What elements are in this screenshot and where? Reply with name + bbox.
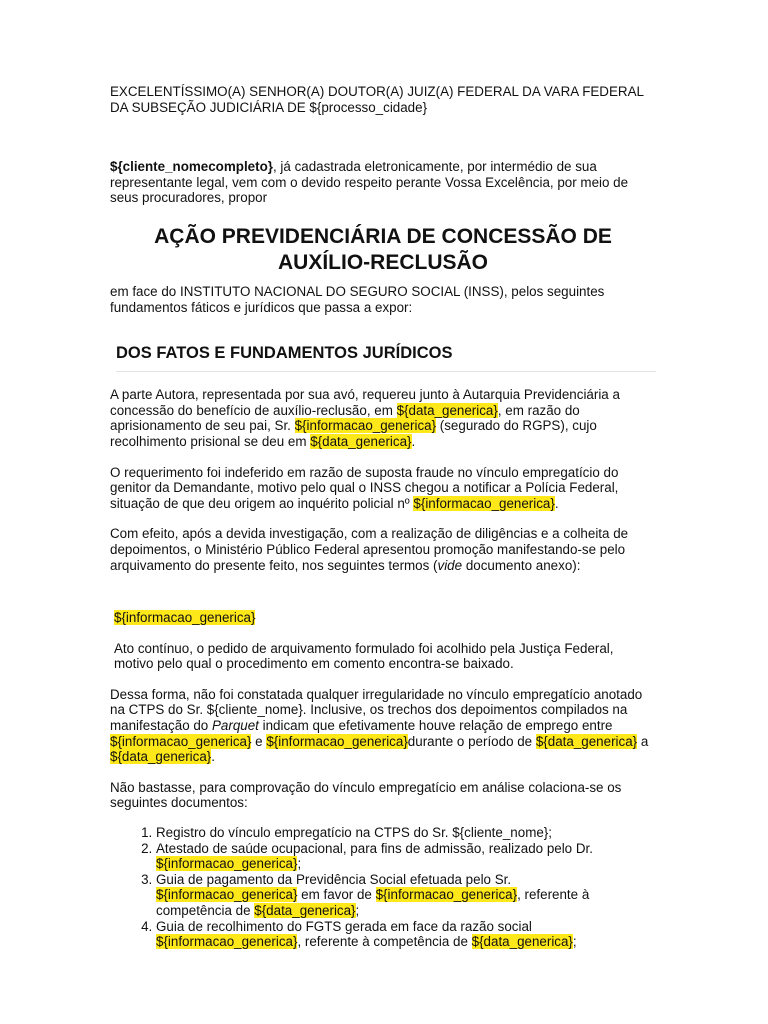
highlight-placeholder: ${data_generica} — [535, 733, 638, 749]
highlight-placeholder: ${data_generica} — [396, 402, 498, 418]
court-header — [110, 84, 656, 115]
highlight-placeholder: ${informacao_generica} — [156, 856, 298, 872]
list-item: 2. Atestado de saúde ocupacional, para fins de admissão, realizado pelo Dr. ${informacao_generica}; — [156, 841, 656, 872]
list-item: 3. Guia de pagamento da Previdência Social efetuada pelo Sr. ${informacao_generica} em favor de ${informacao_generica}, referente à competência de ${data_generica}; — [156, 872, 656, 919]
highlight-placeholder: ${informacao_generica} — [156, 887, 298, 903]
court-header-line2: DA SUBSEÇÃO JUDICIÁRIA DE ${processo_cidade} — [110, 99, 428, 115]
highlight-placeholder: ${informacao_generica} — [413, 495, 555, 511]
document-title — [110, 224, 656, 276]
paragraph-5: Dessa forma, não foi constatada qualquer irregularidade no vínculo empregatício anotado na CTPS do Sr. ${cliente_nome}. Inclusive, os trechos dos depoimentos compilados na manifestação do Parquet indicam que efetivamente houve relação de emprego entre ${informacao_generica} e ${informacao_generica}durante o período de ${data_generica} a ${data_generica}. — [110, 686, 649, 765]
highlight-placeholder: ${data_generica} — [110, 749, 212, 765]
highlight-placeholder: ${data_generica} — [254, 903, 356, 918]
client-name: ${cliente_nomecompleto} — [110, 159, 273, 175]
highlight-placeholder: ${informacao_generica} — [156, 934, 298, 950]
highlight-placeholder: ${informacao_generica} — [110, 733, 252, 749]
title-line1: AÇÃO PREVIDENCIÁRIA DE CONCESSÃO DE — [154, 224, 612, 248]
section-title: DOS FATOS E FUNDAMENTOS JURÍDICOS — [116, 343, 656, 372]
highlight-placeholder: ${informacao_generica} — [114, 610, 256, 626]
paragraph-3: Com efeito, após a devida investigação, com a realização de diligências e a colheita de depoimentos, o Ministério Público Federal apresentou promoção manifestando-se pelo arquivamento do presente feito, nos seguintes termos (vide documento anexo): — [110, 526, 629, 573]
title-line2: AUXÍLIO-RECLUSÃO — [278, 250, 488, 274]
paragraph-6: Não bastasse, para comprovação do vínculo empregatício em análise colaciona-se os seguintes documentos: — [110, 779, 622, 811]
quote-placeholder-line — [110, 610, 656, 626]
face-paragraph: em face do INSTITUTO NACIONAL DO SEGURO SOCIAL (INSS), pelos seguintes fundamentos fáticos e jurídicos que passa a expor: — [110, 283, 605, 315]
highlight-placeholder: ${data_generica} — [310, 433, 412, 449]
paragraph-1: A parte Autora, representada por sua avó, requereu junto à Autarquia Previdenciária a concessão do benefício de auxílio-reclusão, em ${data_generica}, em razão do aprisionamento de seu pai, Sr. ${informacao_generica} (segurado do RGPS), cujo recolhimento prisional se deu em ${data_generica}. — [110, 387, 620, 449]
court-header-line1: EXCELENTÍSSIMO(A) SENHOR(A) DOUTOR(A) JUIZ(A) FEDERAL DA VARA FEDERAL — [110, 84, 644, 99]
list-item: 1. Registro do vínculo empregatício na CTPS do Sr. ${cliente_nome}; — [156, 825, 656, 841]
highlight-placeholder: ${data_generica} — [471, 934, 573, 950]
highlight-placeholder: ${informacao_generica} — [266, 733, 408, 749]
highlight-placeholder: ${informacao_generica} — [375, 887, 518, 903]
intro-paragraph — [110, 159, 656, 206]
list-item: 4. Guia de recolhimento do FGTS gerada em face da razão social ${informacao_generica}, referente à competência de ${data_generica}; — [156, 919, 656, 950]
documents-list — [110, 825, 656, 950]
paragraph-2: O requerimento foi indeferido em razão de suposta fraude no vínculo empregatício do genitor da Demandante, motivo pelo qual o INSS chegou a notificar a Polícia Federal, situação de que deu origem ao inquérito policial nº ${informacao_generica}. — [110, 464, 619, 511]
paragraph-4: Ato contínuo, o pedido de arquivamento formulado foi acolhido pela Justiça Federal, motivo pelo qual o procedimento em comento encontra-se baixado. — [114, 640, 614, 672]
intro-text: , já cadastrada eletronicamente, por intermédio de sua representante legal, vem com o devido respeito perante Vossa Excelência, por meio de seus procuradores, propor — [110, 159, 629, 206]
highlight-placeholder: ${informacao_generica} — [294, 418, 437, 434]
